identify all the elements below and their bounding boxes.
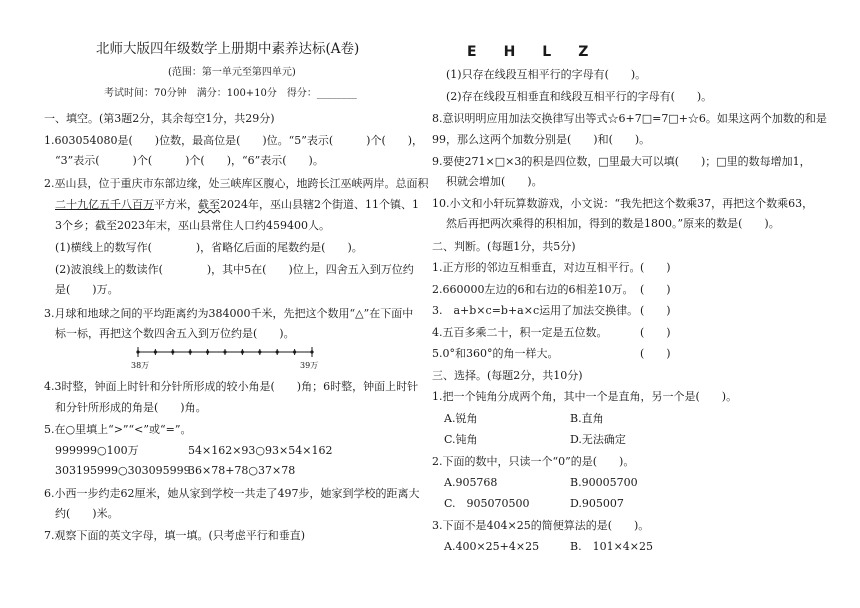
judge-2-paren: ( ) [640,283,671,296]
letter-h: H [503,44,517,60]
q5-prompt: 5.在○里填上“>”“<”或“=”。 [44,423,192,436]
number-line-dot [171,350,174,353]
q2-line-1: 2.巫山县，位于重庆市东部边缘，处三峡库区腹心，地跨长江巫峡两岸。总面积 [44,177,429,190]
q9-line-1: 9.要使271×□×3的积是四位数，□里最大可以填( )；□里的数每增加1， [432,155,811,168]
q5-item-4: 36×78+78○37×78 [188,464,296,477]
number-line-dot [258,350,261,353]
choice-2: 2.下面的数中，只读一个“0”的是( )。 [432,455,635,468]
q3-line-2: 标一标，再把这个数四舍五入到万位约是( )。 [55,327,295,340]
section-1-heading: 一、填空。(第3题2分，其余每空1分，共29分) [44,112,275,125]
q9-line-2: 积就会增加( )。 [446,175,543,188]
choice-1: 1.把一个钝角分成两个角，其中一个是直角，另一个是( )。 [432,390,738,403]
letters-row [467,44,615,60]
q5-item-3: 303195999○303095999 [55,464,191,477]
section-2-heading: 二、判断。(每题1分，共5分) [432,240,576,253]
letter-e: E [467,44,478,60]
judge-5-paren: ( ) [640,347,671,360]
q10-line-1: 10.小文和小轩玩算数游戏，小文说：“我先把这个数乘37，再把这个数乘63， [432,197,814,210]
number-line [130,344,330,370]
q7-line: 7.观察下面的英文字母，填一填。(只考虑平行和垂直) [44,529,306,542]
q1-line-2: “3”表示( )个( )个( )，“6”表示( )。 [55,154,324,167]
q2-line-2 [55,197,419,213]
judge-2: 2.660000左边的6和右边的6相差10万。 [432,283,634,296]
q7-sub-1: (1)只存在线段互相平行的字母有( )。 [446,68,647,81]
axis-left-label: 38万 [131,361,150,370]
q4-line-2: 和分针所形成的角是( )角。 [55,401,207,414]
choice-2-b: B.90005700 [570,476,638,489]
letter-l: L [542,44,553,60]
q2-sub-3: 是( )万。 [55,283,119,296]
q6-line-1: 6.小西一步约走62厘米，她从家到学校一共走了497步，她家到学校的距离大 [44,487,420,500]
choice-1-a: A.锐角 [444,412,478,425]
number-line-dot [276,350,279,353]
section-3-heading: 三、选择。(每题2分，共10分) [432,369,583,382]
underlined-number: 二十九亿五千八百万 [55,198,154,211]
letter-z: Z [578,44,590,60]
choice-1-c: C.钝角 [444,433,478,446]
choice-3: 3.下面不是404×25的简便算法的是( )。 [432,519,650,532]
page-title: 北师大版四年级数学上册期中素养达标(A卷) [96,41,360,57]
choice-3-b: B. 101×4×25 [570,540,654,553]
axis-right-label: 39万 [300,361,319,370]
choice-1-d: D.无法确定 [570,433,626,446]
q8-line-1: 8.意识明明应用加法交换律写出等式☆6+7□=7□+☆6。如果这两个加数的和是 [432,112,827,125]
q5-item-2: 54×162×93○93×54×162 [188,444,333,457]
number-line-dot [154,350,157,353]
judge-4: 4.五百多乘二十，积一定是五位数。 [432,326,608,339]
judge-1: 1.正方形的邻边互相垂直，对边互相平行。 [432,261,641,274]
number-line-dot [136,350,139,353]
q6-line-2: 约( )米。 [55,507,119,520]
exam-info: 考试时间：70分钟 满分：100+10分 得分：________ [104,88,357,99]
choice-1-b: B.直角 [570,412,604,425]
number-line-dot [223,350,226,353]
judge-3-paren: ( ) [640,304,671,317]
scope-note: (范围：第一单元至第四单元) [168,67,296,78]
choice-2-a: A.905768 [444,476,498,489]
judge-5: 5.0°和360°的角一样大。 [432,347,559,360]
q10-line-2: 然后再把两次乘得的积相加，得到的数是1800。”原来的数是( )。 [446,217,780,230]
number-line-dot [189,350,192,353]
q2-sub-1: (1)横线上的数写作( )，省略亿后面的尾数约是( )。 [55,241,363,254]
wavy-text: 截至 [198,198,220,211]
choice-3-a: A.400×25+4×25 [444,540,540,553]
number-line-dot [241,350,244,353]
q2-sub-2: (2)波浪线上的数读作( )，其中5在( )位上，四舍五入到万位约 [55,263,414,276]
number-line-dot [293,350,296,353]
q3-line-1: 3.月球和地球之间的平均距离约为384000千米，先把这个数用“△”在下面中 [44,307,414,320]
choice-2-c: C. 905070500 [444,497,530,510]
q1-line-1: 1.603054080是( )位数，最高位是( )位。“5”表示( )个( )， [44,134,424,147]
choice-2-d: D.905007 [570,497,624,510]
q2-text-end: 2024年，巫山县辖2个街道、11个镇、1 [220,198,419,211]
q5-item-1: 999999○100万 [55,444,139,457]
judge-1-paren: ( ) [640,261,671,274]
number-line-dot [206,350,209,353]
q8-line-2: 99，那么这两个加数分别是( )和( )。 [432,133,651,146]
judge-4-paren: ( ) [640,326,671,339]
number-line-dot [310,350,313,353]
judge-3: 3. a+b×c=b+a×c运用了加法交换律。 [432,304,639,317]
q7-sub-2: (2)存在线段互相垂直和线段互相平行的字母有( )。 [446,90,713,103]
q2-text: 平方米， [154,198,198,211]
q4-line-1: 4.3时整，钟面上时针和分针所形成的较小角是( )角；6时整，钟面上时针 [44,380,419,393]
q2-line-3: 3个乡；截至2023年末，巫山县常住人口约459400人。 [55,219,330,232]
